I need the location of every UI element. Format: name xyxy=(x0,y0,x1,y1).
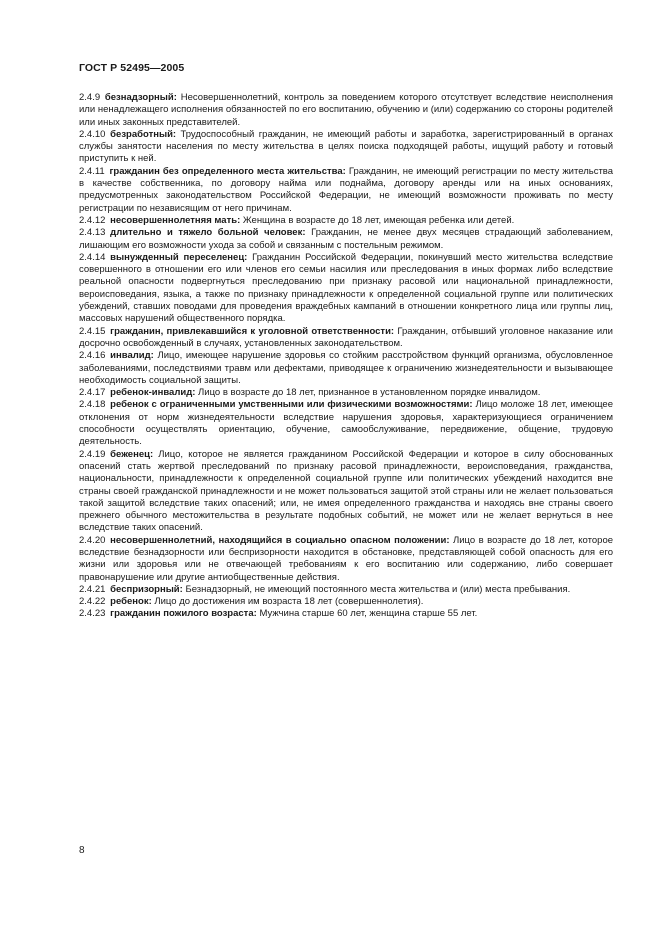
entry-definition: Женщина в возрасте до 18 лет, имеющая ребенка или детей. xyxy=(242,214,515,226)
entry-number: 2.4.21 xyxy=(79,583,106,595)
entry-number: 2.4.23 xyxy=(79,608,106,620)
entry-term: длительно и тяжело больной человек: xyxy=(110,227,306,239)
page-number: 8 xyxy=(79,845,85,856)
definition-entry xyxy=(79,215,613,227)
entry-definition: Гражданин, не менее двух месяцев страдающий заболеванием, лишающим его возможности ухода за собой и связанным с постельным режимом. xyxy=(79,227,614,251)
entry-number: 2.4.16 xyxy=(79,350,106,362)
entry-term: несовершеннолетний, находящийся в социально опасном положении: xyxy=(110,534,450,546)
entry-definition: Несовершеннолетний, контроль за поведением которого отсутствует вследствие неисполнения или ненадлежащего исполнения обязанностей по его воспитанию, обучению и (или) содержанию со стороны родителей или иных законных представителей. xyxy=(79,92,613,128)
definition-entry xyxy=(79,166,613,215)
entry-definition: Лицо моложе 18 лет, имеющее отклонения от норм жизнедеятельности вследствие нарушения здоровья, характеризующиеся ограничением способности осуществлять ориентацию, обучение, самообслуживание, передвижение, общение, трудовую деятельность. xyxy=(79,399,613,448)
entry-number: 2.4.11 xyxy=(79,165,105,177)
entry-number: 2.4.15 xyxy=(79,325,106,337)
standard-designation: ГОСТ Р 52495—2005 xyxy=(79,62,185,74)
entry-term: безработный: xyxy=(110,128,177,140)
entry-number: 2.4.22 xyxy=(79,596,106,608)
definition-entry xyxy=(79,129,613,166)
entry-term: гражданин, привлекавшийся к уголовной ответственности: xyxy=(110,325,395,337)
definition-entry xyxy=(79,596,613,608)
entry-number: 2.4.9 xyxy=(79,92,101,103)
entry-number: 2.4.10 xyxy=(79,128,106,140)
entry-number: 2.4.20 xyxy=(79,534,106,546)
entry-definition: Гражданин, не имеющий регистрации по месту жительства в качестве собственника, по договору найма или поднайма, договору аренды или на иных основаниях, предусмотренных законодательством Российской Федерации, не имеющий возможности проживать по месту регистрации по независящим от него причинам. xyxy=(79,165,614,214)
definition-entry xyxy=(79,584,613,596)
definition-entry xyxy=(79,227,613,252)
entry-definition: Безнадзорный, не имеющий постоянного места жительства и (или) места пребывания. xyxy=(185,583,571,595)
entry-definition: Гражданин Российской Федерации, покинувший место жительства вследствие совершенного в отношении его или членов его семьи насилия или преследования в иных формах либо вследствие реальной опасности подвергнуться преследованию при признаку расовой или национальной принадлежности, вероисповедания, языка, а также по признаку принадлежности к определенной социальной группе или политических убеждений, ставших поводами для проведения враждебных кампаний в отношении конкретного лица или группы лиц, массовых нарушений общественного порядка. xyxy=(79,251,614,325)
entry-term: гражданин пожилого возраста: xyxy=(110,608,257,620)
entry-term: беспризорный: xyxy=(110,583,183,595)
definition-entry xyxy=(79,252,613,326)
entry-term: беженец: xyxy=(110,448,154,460)
entry-term: гражданин без определенного места жительства: xyxy=(109,165,346,177)
entry-definition: Лицо до достижения им возраста 18 лет (совершеннолетия). xyxy=(154,596,424,608)
entry-term: вынужденный переселенец: xyxy=(110,251,248,263)
entry-term: ребенок-инвалид: xyxy=(110,387,196,399)
entry-term: ребенок: xyxy=(110,596,152,608)
definition-entry xyxy=(79,92,613,129)
entry-number: 2.4.13 xyxy=(79,227,106,239)
entry-number: 2.4.12 xyxy=(79,214,106,226)
entry-definition: Лицо в возрасте до 18 лет, которое вследствие безнадзорности или беспризорности находится в обстановке, представляющей собой опасность для его жизни или здоровья или не отвечающей требованиям к его воспитанию или содержанию, либо совершает правонарушение или другие антиобщественные действия. xyxy=(79,534,614,583)
entry-definition: Гражданин, отбывший уголовное наказание или досрочно освобожденный в случаях, установленных законодательством. xyxy=(79,325,613,349)
entry-definition: Лицо в возрасте до 18 лет, признанное в установленном порядке инвалидом. xyxy=(198,387,541,399)
definition-entry xyxy=(79,387,613,399)
definition-entry xyxy=(79,608,613,620)
definition-entry xyxy=(79,350,613,387)
entry-term: безнадзорный: xyxy=(104,92,177,103)
entry-definition: Трудоспособный гражданин, не имеющий работы и заработка, зарегистрированный в органах службы занятости населения по месту жительства в целях поиска подходящей работы, ищущий работу и готовый приступить к ней. xyxy=(79,128,614,165)
definition-entry xyxy=(79,399,613,448)
entry-number: 2.4.19 xyxy=(79,448,106,460)
entry-number: 2.4.18 xyxy=(79,399,106,411)
entry-number: 2.4.14 xyxy=(79,251,106,263)
definition-entry xyxy=(79,449,613,535)
entry-term: несовершеннолетняя мать: xyxy=(110,214,241,226)
entry-number: 2.4.17 xyxy=(79,387,106,399)
entry-definition: Лицо, имеющее нарушение здоровья со стойким расстройством функций организма, обусловленное заболеваниями, последствиями травм или дефектами, приводящее к ограничению жизнедеятельности и вызывающее необходимость социальной защиты. xyxy=(79,350,614,386)
definition-entry xyxy=(79,535,613,584)
entry-definition: Лицо, которое не является гражданином Российской Федерации и которое в силу обоснованных опасений стать жертвой преследований по признаку расовой принадлежности, вероисповедания, гражданства, национальности, принадлежности к определенной социальной группе или политических убеждений находится вне страны своей гражданской принадлежности и не может пользоваться защитой этой страны или не желает пользоваться такой защитой вследствие таких опасений; или, не имея определенного гражданства и находясь вне страны своего прежнего обычного местожительства в результате подобных событий, не может или не желает вернуться в нее вследствие таких опасений. xyxy=(79,448,614,534)
entry-definition: Мужчина старше 60 лет, женщина старше 55 лет. xyxy=(259,608,478,620)
definition-entry xyxy=(79,326,613,351)
definitions-list xyxy=(79,92,613,621)
entry-term: ребенок с ограниченными умственными или физическими возможностями: xyxy=(110,399,473,411)
entry-term: инвалид: xyxy=(110,350,154,362)
